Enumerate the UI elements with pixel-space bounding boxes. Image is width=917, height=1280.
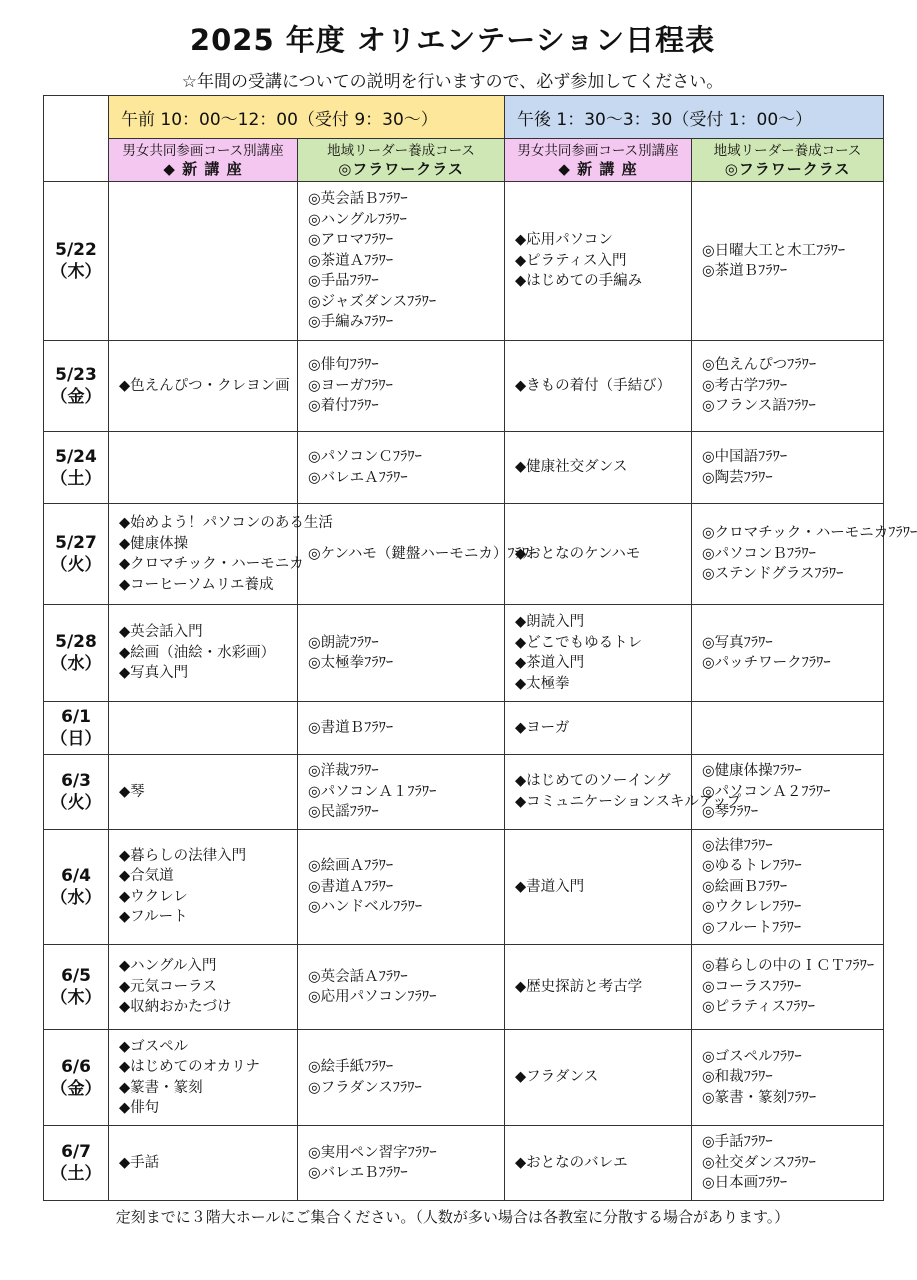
am-new-course-cell: [109, 432, 298, 504]
course-item: ◎絵画Ｂﾌﾗﾜｰ: [702, 878, 788, 895]
am-flower-class-cell: [298, 829, 505, 945]
course-item: ◎陶芸ﾌﾗﾜｰ: [702, 469, 773, 486]
pm-flower-class-cell: [692, 341, 884, 432]
flower-class-main-label: ◎フラワークラス: [724, 160, 851, 178]
course-item: ◎パッチワークﾌﾗﾜｰ: [702, 655, 831, 671]
schedule-row: [44, 504, 884, 605]
date-cell: [44, 504, 109, 605]
course-item: ◎ゴスペルﾌﾗﾜｰ: [702, 1048, 802, 1065]
course-item: ◎和裁ﾌﾗﾜｰ: [702, 1069, 773, 1086]
course-item: ◎パソコンＢﾌﾗﾜｰ: [702, 545, 816, 562]
footer-note: 定刻までに３階大ホールにご集合ください。（人数が多い場合は各教室に分散する場合があります。）: [115, 1208, 790, 1226]
am-flower-class-cell: [298, 182, 505, 341]
am-new-course-cell: [109, 504, 333, 605]
pm-flower-class-cell: [692, 702, 884, 755]
course-item: ◎ヨーガﾌﾗﾜｰ: [308, 377, 393, 394]
am-flower-class-cell: [298, 1030, 505, 1126]
course-item: ◎パソコンＡ２ﾌﾗﾜｰ: [702, 783, 831, 800]
am-new-course-cell: [109, 945, 298, 1030]
course-item: ◎中国語ﾌﾗﾜｰ: [702, 449, 788, 465]
page-subtitle: ☆年間の受講についての説明を行いますので、必ず参加してください。: [181, 72, 724, 92]
course-item: ◆手話: [119, 1154, 160, 1171]
weekday-label: （日）: [50, 729, 102, 749]
course-item: ◎色えんぴつﾌﾗﾜｰ: [702, 357, 817, 374]
course-item: ◆始めよう！パソコンのある生活: [119, 515, 333, 531]
course-item: ◆ピラティス入門: [515, 252, 627, 269]
course-item: ◎フランス語ﾌﾗﾜｰ: [702, 398, 816, 415]
pm-new-course-cell: [505, 605, 692, 702]
course-item: ◎絵手紙ﾌﾗﾜｰ: [308, 1059, 394, 1075]
course-item: ◆絵画（油絵・水彩画）: [119, 644, 276, 661]
schedule-row: [44, 702, 884, 755]
date-cell: [44, 829, 109, 945]
course-item: ◆どこでもゆるトレ: [515, 634, 643, 651]
date-label: 6/6: [61, 1056, 91, 1077]
date-label: 6/7: [61, 1142, 91, 1162]
course-item: ◆篆書・篆刻: [119, 1079, 203, 1096]
course-item: ◎絵画Ａﾌﾗﾜｰ: [308, 858, 394, 874]
course-item: ◎日本画ﾌﾗﾜｰ: [702, 1175, 788, 1192]
course-item: ◎琴ﾌﾗﾜｰ: [702, 804, 759, 820]
schedule-row: [44, 755, 884, 830]
am-flower-class-cell: [298, 755, 505, 830]
weekday-label: （土）: [50, 468, 102, 489]
course-item: ◎洋裁ﾌﾗﾜｰ: [308, 763, 379, 779]
course-item: ◎ステンドグラスﾌﾗﾜｰ: [702, 566, 844, 583]
pm-new-course-cell: [505, 829, 692, 945]
pm-flower-class-header: [692, 139, 884, 182]
course-item: ◎俳句ﾌﾗﾜｰ: [308, 357, 379, 374]
pm-new-course-cell: [505, 702, 692, 755]
course-item: ◎書道Ｂﾌﾗﾜｰ: [308, 719, 394, 736]
course-item: ◎ピラティスﾌﾗﾜｰ: [702, 999, 816, 1016]
course-item: ◎ハングルﾌﾗﾜｰ: [308, 211, 407, 228]
course-item: ◆合気道: [119, 868, 174, 885]
course-header-row: [44, 139, 884, 182]
course-item: ◎法律ﾌﾗﾜｰ: [702, 837, 773, 854]
course-item: ◆ゴスペル: [119, 1038, 189, 1055]
am-new-course-cell: [109, 1126, 298, 1201]
flower-class-main-label: ◎フラワークラス: [338, 160, 464, 178]
course-item: ◆きもの着付（手結び）: [515, 377, 672, 394]
new-course-sub-label: 男女共同参画コース別講座: [517, 143, 679, 159]
date-cell: [44, 702, 109, 755]
am-new-course-cell: [109, 182, 298, 341]
course-item: ◎実用ペン習字ﾌﾗﾜｰ: [308, 1144, 437, 1161]
weekday-label: （木）: [50, 988, 102, 1008]
course-item: ◎太極拳ﾌﾗﾜｰ: [308, 655, 394, 671]
course-item: ◎社交ダンスﾌﾗﾜｰ: [702, 1154, 816, 1171]
am-new-course-cell: [109, 1030, 298, 1126]
course-item: ◆はじめての手編み: [515, 273, 643, 290]
course-item: ◎英会話Ａﾌﾗﾜｰ: [308, 968, 408, 985]
course-item: ◎英会話Ｂﾌﾗﾜｰ: [308, 191, 408, 208]
course-item: ◆はじめてのオカリナ: [119, 1059, 260, 1075]
course-item: ◆元気コーラス: [119, 978, 217, 995]
pm-flower-class-cell: [692, 755, 884, 830]
course-item: ◎着付ﾌﾗﾜｰ: [308, 398, 379, 415]
course-item: ◎考古学ﾌﾗﾜｰ: [702, 377, 788, 394]
pm-new-course-cell: [505, 341, 692, 432]
pm-flower-class-cell: [692, 1030, 884, 1126]
course-item: ◆英会話入門: [119, 624, 203, 641]
course-item: ◆はじめてのソーイング: [515, 773, 671, 790]
am-flower-class-header: [298, 139, 505, 182]
course-item: ◆俳句: [119, 1100, 160, 1116]
am-flower-class-cell: [298, 1126, 505, 1201]
course-item: ◎パソコンＣﾌﾗﾜｰ: [308, 449, 422, 465]
am-session-header: 午前 10：00〜12：00（受付 9：30〜）: [109, 96, 505, 139]
course-item: ◆太極拳: [515, 675, 570, 692]
course-item: ◆応用パソコン: [515, 232, 613, 249]
weekday-label: （金）: [50, 387, 102, 407]
course-item: ◆フルート: [119, 909, 188, 926]
course-item: ◆健康社交ダンス: [515, 459, 628, 476]
pm-flower-class-cell: [692, 432, 884, 504]
date-cell: [44, 755, 109, 830]
course-item: ◆書道入門: [515, 878, 585, 895]
pm-new-course-cell: [505, 1126, 692, 1201]
page-title: 2025 年度 オリエンテーション日程表: [189, 23, 716, 57]
session-header-row: [44, 96, 884, 139]
schedule-row: [44, 945, 884, 1030]
pm-new-course-cell: [505, 945, 692, 1030]
schedule-row: [44, 605, 884, 702]
course-item: ◆おとなのケンハモ: [515, 545, 641, 562]
date-label: 5/22: [55, 240, 97, 260]
weekday-label: （金）: [50, 1078, 102, 1099]
am-new-course-cell: [109, 605, 298, 702]
course-item: ◆フラダンス: [515, 1069, 599, 1086]
course-item: ◎ケンハモ（鍵盤ハーモニカ）ﾌﾗﾜｰ: [308, 545, 537, 562]
course-item: ◎茶道Ａﾌﾗﾜｰ: [308, 252, 394, 269]
am-flower-class-cell: [298, 341, 505, 432]
weekday-label: （土）: [50, 1164, 102, 1184]
course-item: ◎篆書・篆刻ﾌﾗﾜｰ: [702, 1089, 817, 1106]
pm-flower-class-cell: [692, 504, 917, 605]
date-cell: [44, 182, 109, 341]
pm-flower-class-cell: [692, 1126, 884, 1201]
course-item: ◎ハンドベルﾌﾗﾜｰ: [308, 899, 423, 915]
pm-new-course-cell: [505, 504, 692, 605]
am-new-course-cell: [109, 755, 298, 830]
course-item: ◆健康体操: [119, 535, 189, 552]
new-course-sub-label: 男女共同参画コース別講座: [122, 143, 284, 159]
course-item: ◎民謡ﾌﾗﾜｰ: [308, 804, 379, 820]
course-item: ◎日曜大工と木工ﾌﾗﾜｰ: [702, 242, 846, 259]
course-item: ◎茶道Ｂﾌﾗﾜｰ: [702, 263, 788, 279]
date-header-cell: [44, 96, 109, 182]
am-new-course-header: [109, 139, 298, 182]
schedule-row: [44, 829, 884, 945]
course-item: ◆コミュニケーションスキルアップ: [515, 793, 742, 810]
pm-new-course-cell: [505, 432, 692, 504]
course-item: ◎ゆるトレﾌﾗﾜｰ: [702, 858, 802, 874]
schedule-row: [44, 1126, 884, 1201]
weekday-label: （水）: [50, 887, 102, 908]
schedule-row: [44, 1030, 884, 1126]
date-label: 6/1: [61, 707, 91, 727]
course-item: ◎パソコンＡ１ﾌﾗﾜｰ: [308, 783, 437, 800]
date-label: 6/3: [61, 770, 91, 791]
weekday-label: （水）: [50, 654, 102, 674]
weekday-label: （木）: [50, 262, 102, 282]
am-new-course-cell: [109, 341, 298, 432]
course-item: ◎バレエＡﾌﾗﾜｰ: [308, 469, 408, 486]
schedule-row: [44, 341, 884, 432]
course-item: ◆おとなのバレエ: [515, 1154, 628, 1171]
date-label: 5/23: [55, 365, 97, 385]
am-new-course-cell: [109, 702, 298, 755]
course-item: ◎アロマﾌﾗﾜｰ: [308, 232, 394, 249]
course-item: ◎書道Ａﾌﾗﾜｰ: [308, 878, 394, 895]
new-course-main-label: ◆ 新 講 座: [558, 160, 638, 178]
course-item: ◎暮らしの中のＩＣＴﾌﾗﾜｰ: [702, 958, 875, 975]
date-label: 5/27: [55, 533, 97, 553]
am-flower-class-cell: [298, 945, 505, 1030]
am-flower-class-cell: [298, 702, 505, 755]
am-flower-class-cell: [298, 605, 505, 702]
course-item: ◆朗読入門: [515, 614, 585, 630]
course-item: ◎フルートﾌﾗﾜｰ: [702, 919, 802, 936]
course-item: ◎フラダンスﾌﾗﾜｰ: [308, 1079, 422, 1096]
am-flower-class-cell: [298, 432, 505, 504]
date-label: 5/28: [55, 632, 97, 652]
course-item: ◆コーヒーソムリエ養成: [119, 576, 274, 593]
date-cell: [44, 341, 109, 432]
date-cell: [44, 605, 109, 702]
schedule-body: [44, 182, 917, 1201]
course-item: ◆ハングル入門: [119, 958, 217, 975]
course-item: ◎手話ﾌﾗﾜｰ: [702, 1134, 773, 1151]
schedule-row: [44, 432, 884, 504]
date-cell: [44, 432, 109, 504]
date-cell: [44, 1126, 109, 1201]
pm-flower-class-cell: [692, 182, 884, 341]
pm-flower-class-cell: [692, 829, 884, 945]
course-item: ◆写真入門: [119, 665, 189, 682]
course-item: ◆琴: [119, 783, 145, 800]
flower-class-sub-label: 地域リーダー養成コース: [327, 143, 475, 159]
course-item: ◎ジャズダンスﾌﾗﾜｰ: [308, 293, 437, 310]
schedule-table: [43, 95, 917, 1201]
schedule-row: [44, 182, 884, 341]
course-item: ◆色えんぴつ・クレヨン画: [119, 377, 290, 394]
new-course-main-label: ◆ 新 講 座: [163, 160, 243, 178]
course-item: ◎手編みﾌﾗﾜｰ: [308, 314, 394, 331]
course-item: ◎ウクレレﾌﾗﾜｰ: [702, 899, 802, 915]
date-label: 5/24: [55, 446, 97, 467]
pm-new-course-cell: [505, 182, 692, 341]
pm-new-course-cell: [505, 1030, 692, 1126]
am-new-course-cell: [109, 829, 298, 945]
weekday-label: （火）: [50, 792, 102, 813]
course-item: ◆暮らしの法律入門: [119, 847, 247, 864]
pm-flower-class-cell: [692, 945, 884, 1030]
course-item: ◎バレエＢﾌﾗﾜｰ: [308, 1165, 408, 1181]
date-label: 6/5: [61, 966, 91, 986]
flower-class-sub-label: 地域リーダー養成コース: [713, 143, 862, 159]
course-item: ◆ウクレレ: [119, 888, 188, 905]
course-item: ◎コーラスﾌﾗﾜｰ: [702, 978, 802, 995]
course-item: ◎朗読ﾌﾗﾜｰ: [308, 634, 379, 651]
date-cell: [44, 945, 109, 1030]
course-item: ◎健康体操ﾌﾗﾜｰ: [702, 763, 802, 779]
course-item: ◎応用パソコンﾌﾗﾜｰ: [308, 989, 437, 1005]
course-item: ◆ヨーガ: [515, 719, 570, 736]
course-item: ◎クロマチック・ハーモニカﾌﾗﾜｰ: [702, 525, 917, 542]
pm-session-header: 午後 1：30〜3：30（受付 1：00〜）: [505, 96, 884, 139]
weekday-label: （火）: [50, 555, 102, 575]
pm-flower-class-cell: [692, 605, 884, 702]
date-cell: [44, 1030, 109, 1126]
course-item: ◆歴史探訪と考古学: [515, 978, 643, 995]
course-item: ◎手品ﾌﾗﾜｰ: [308, 273, 379, 290]
pm-new-course-header: [505, 139, 692, 182]
course-item: ◎写真ﾌﾗﾜｰ: [702, 634, 773, 651]
course-item: ◆収納おかたづけ: [119, 999, 232, 1016]
date-label: 6/4: [61, 865, 91, 886]
course-item: ◆クロマチック・ハーモニカ: [119, 556, 304, 572]
course-item: ◆茶道入門: [515, 655, 585, 671]
